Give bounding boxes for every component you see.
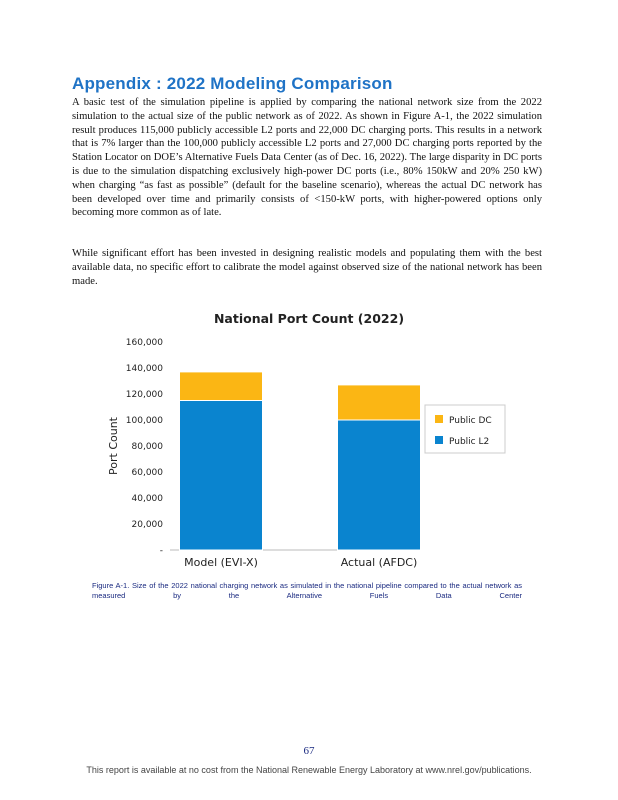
bar-public-l2 bbox=[338, 420, 421, 550]
appendix-heading: Appendix : 2022 Modeling Comparison bbox=[72, 74, 393, 93]
y-tick-label: - bbox=[159, 546, 163, 556]
bar-public-l2 bbox=[180, 401, 263, 551]
body-paragraph-1: A basic test of the simulation pipeline is applied by comparing the national network size from the 2022 simulation to the actual size of the public network as of 2022. As shown in Figure A-1, the 2022 simulation result produces 115,000 publicly accessible L2 ports and 22,000 DC charging ports. This results in a network that is 7% larger than the 100,000 publicly accessible L2 ports and 27,000 DC charging ports reported by the Station Locator on DOE’s Alternative Fuels Data Center (as of Dec. 16, 2022). The large disparity in DC ports is due to the simulation dispatching exclusively high-power DC ports (i.e., 80% 150kW and 20% 250 kW) when charging “as fast as possible” (default for the baseline scenario), whereas the actual DC network has been developed over time and primarily consists of <150-kW ports, with higher-powered options only becoming more common as of late. bbox=[72, 97, 542, 219]
body-paragraph-2: While significant effort has been invested in designing realistic models and populating them with the best available data, no specific effort to calibrate the model against observed size of the national network has been made. bbox=[72, 248, 542, 287]
y-tick-label: 100,000 bbox=[125, 416, 163, 426]
legend-label: Public DC bbox=[449, 416, 492, 426]
y-axis-label: Port Count bbox=[107, 417, 120, 475]
legend-label: Public L2 bbox=[449, 437, 490, 447]
y-tick-label: 20,000 bbox=[131, 520, 163, 530]
port-count-chart bbox=[95, 305, 515, 575]
y-tick-label: 60,000 bbox=[131, 468, 163, 478]
page-footer: This report is available at no cost from the National Renewable Energy Laboratory at www.nrel.gov/publications. bbox=[86, 765, 532, 775]
bar-public-dc bbox=[338, 385, 421, 420]
x-tick-label: Model (EVI-X) bbox=[184, 556, 258, 569]
page-number: 67 bbox=[303, 745, 315, 757]
y-tick-label: 120,000 bbox=[125, 390, 163, 400]
chart-title: National Port Count (2022) bbox=[213, 311, 405, 326]
y-tick-label: 40,000 bbox=[131, 494, 163, 504]
y-tick-label: 160,000 bbox=[125, 338, 163, 348]
y-tick-label: 140,000 bbox=[125, 364, 163, 374]
bar-public-dc bbox=[180, 372, 263, 401]
figure-caption: Figure A-1. Size of the 2022 national charging network as simulated in the national pipeline compared to the actual network as measured by the Alternative Fuels Data Center bbox=[92, 581, 522, 600]
y-tick-label: 80,000 bbox=[131, 442, 163, 452]
legend-swatch bbox=[435, 436, 443, 444]
legend-swatch bbox=[435, 415, 443, 423]
x-tick-label: Actual (AFDC) bbox=[340, 556, 418, 569]
